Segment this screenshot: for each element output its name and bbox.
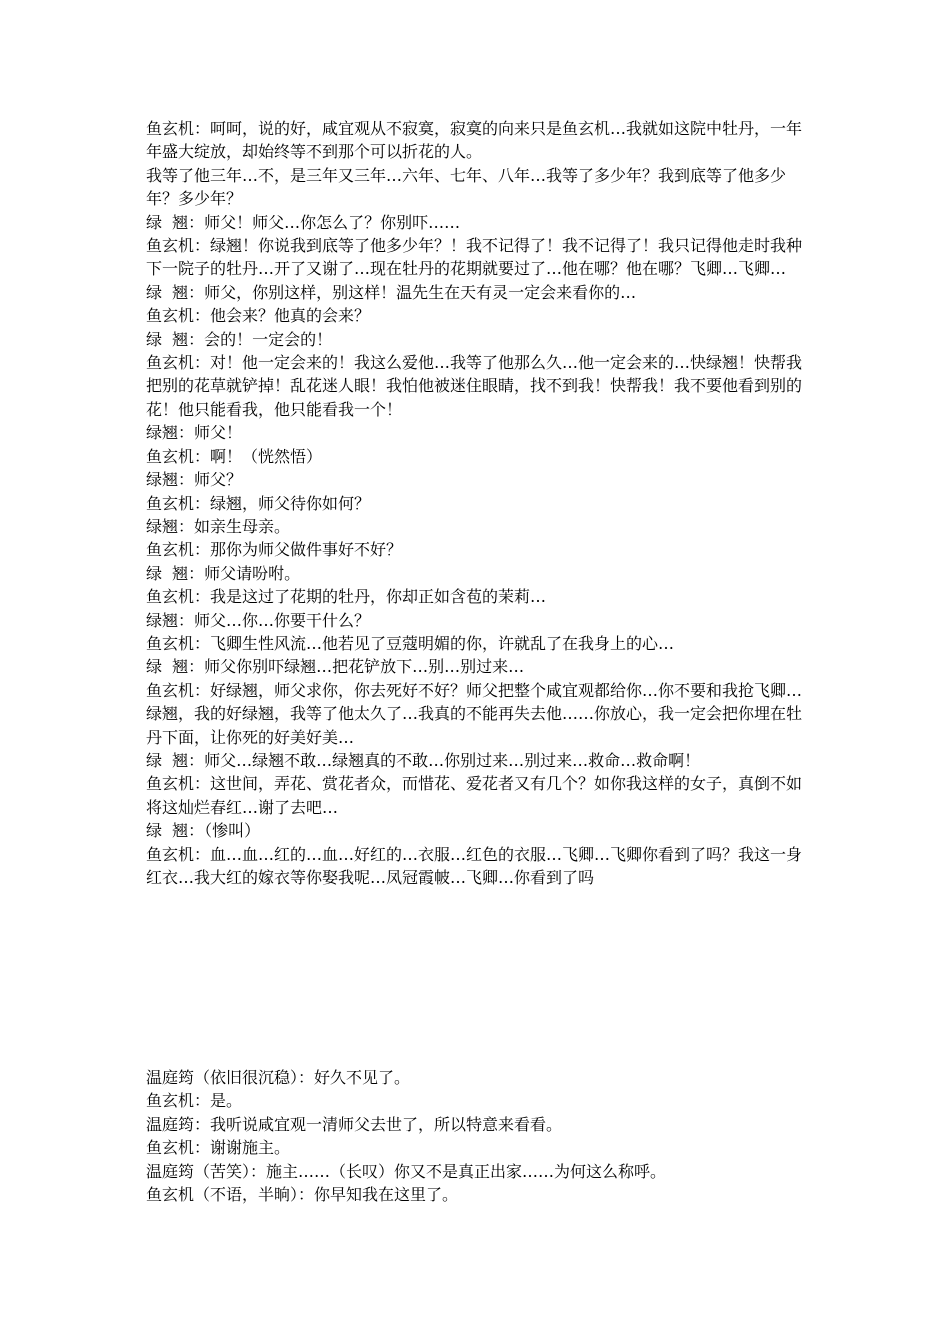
dialogue-line: 绿 翘：师父你别吓绿翘…把花铲放下…别…别过来… — [146, 657, 525, 677]
dialogue-line: 鱼玄机：呵呵，说的好，咸宜观从不寂寞，寂寞的向来只是鱼玄机…我就如这院中牡丹，一年年盛大绽放，却始终等不到那个可以折花的人。 — [146, 119, 803, 162]
dialogue-line: 鱼玄机：对！他一定会来的！我这么爱他…我等了他那么久…他一定会来的…快绿翘！快帮我把别的花草就铲掉！乱花迷人眼！我怕他被迷住眼睛，找不到我！快帮我！我不要他看到别的花！他只能看我，他只能看我一个！ — [146, 353, 803, 419]
dialogue-line: 鱼玄机：谢谢施主。 — [146, 1138, 291, 1158]
dialogue-line: 温庭筠（苦笑）：施主……（长叹）你又不是真正出家……为何这么称呼。 — [146, 1161, 667, 1181]
dialogue-line: 绿翘：师父！ — [146, 423, 243, 443]
dialogue-line: 鱼玄机：这世间，弄花、赏花者众，而惜花、爱花者又有几个？如你我这样的女子，真倒不如将这灿烂春红…谢了去吧… — [146, 774, 803, 817]
dialogue-line: 温庭筠（依旧很沉稳）：好久不见了。 — [146, 1068, 411, 1087]
dialogue-line: 鱼玄机：绿翘，师父待你如何？ — [146, 493, 371, 513]
dialogue-line: 鱼玄机（不语，半晌）：你早知我在这里了。 — [146, 1185, 459, 1205]
dialogue-line: 绿 翘：师父，你别这样，别这样！温先生在天有灵一定会来看你的… — [146, 282, 637, 302]
dialogue-line: 鱼玄机：血…血…红的…血…好红的…衣服…红色的衣服…飞卿…飞卿你看到了吗？我这一身红衣…我大红的嫁衣等你娶我呢…凤冠霞帔…飞卿…你看到了吗 — [146, 844, 803, 887]
dialogue-line: 鱼玄机：那你为师父做件事好不好？ — [146, 540, 403, 560]
dialogue-line: 鱼玄机：绿翘！你说我到底等了他多少年？！我不记得了！我不记得了！我只记得他走时我种下一院子的牡丹…开了又谢了…现在牡丹的花期就要过了…他在哪？他在哪？飞卿…飞卿… — [146, 236, 803, 279]
dialogue-line: 鱼玄机：他会来？他真的会来？ — [146, 306, 371, 326]
dialogue-line: 鱼玄机：啊！（恍然悟） — [146, 446, 323, 466]
dialogue-line: 鱼玄机：我是这过了花期的牡丹，你却正如含苞的茉莉… — [146, 587, 547, 607]
dialogue-line: 绿 翘：（惨叫） — [146, 821, 261, 841]
dialogue-line: 绿翘：师父？ — [146, 470, 243, 490]
dialogue-line: 绿翘：师父…你…你要干什么？ — [146, 610, 371, 630]
dialogue-line: 绿翘：如亲生母亲。 — [146, 516, 291, 536]
script-section-one — [146, 117, 810, 889]
dialogue-line: 鱼玄机：飞卿生性风流…他若见了豆蔻明媚的你，许就乱了在我身上的心… — [146, 633, 675, 653]
dialogue-line: 绿 翘：会的！一定会的！ — [146, 329, 333, 349]
script-section-two — [146, 1066, 810, 1206]
dialogue-line: 鱼玄机：好绿翘，师父求你，你去死好不好？师父把整个咸宜观都给你…你不要和我抢飞卿…绿翘，我的好绿翘，我等了他太久了…我真的不能再失去他……你放心，我一定会把你埋在牡丹下面，让你死的好美好美… — [146, 680, 803, 747]
dialogue-line: 绿 翘：师父请吩咐。 — [146, 563, 301, 583]
dialogue-line: 绿 翘：师父！师父…你怎么了？你别吓…… — [146, 212, 461, 232]
dialogue-line: 绿 翘：师父…绿翘不敢…绿翘真的不敢…你别过来…别过来…救命…救命啊！ — [146, 750, 701, 770]
dialogue-line: 鱼玄机：是。 — [146, 1091, 243, 1111]
dialogue-line: 温庭筠：我听说咸宜观一清师父去世了，所以特意来看看。 — [146, 1114, 563, 1134]
dialogue-line: 我等了他三年…不，是三年又三年…六年、七年、八年…我等了多少年？我到底等了他多少年？多少年？ — [146, 165, 787, 209]
